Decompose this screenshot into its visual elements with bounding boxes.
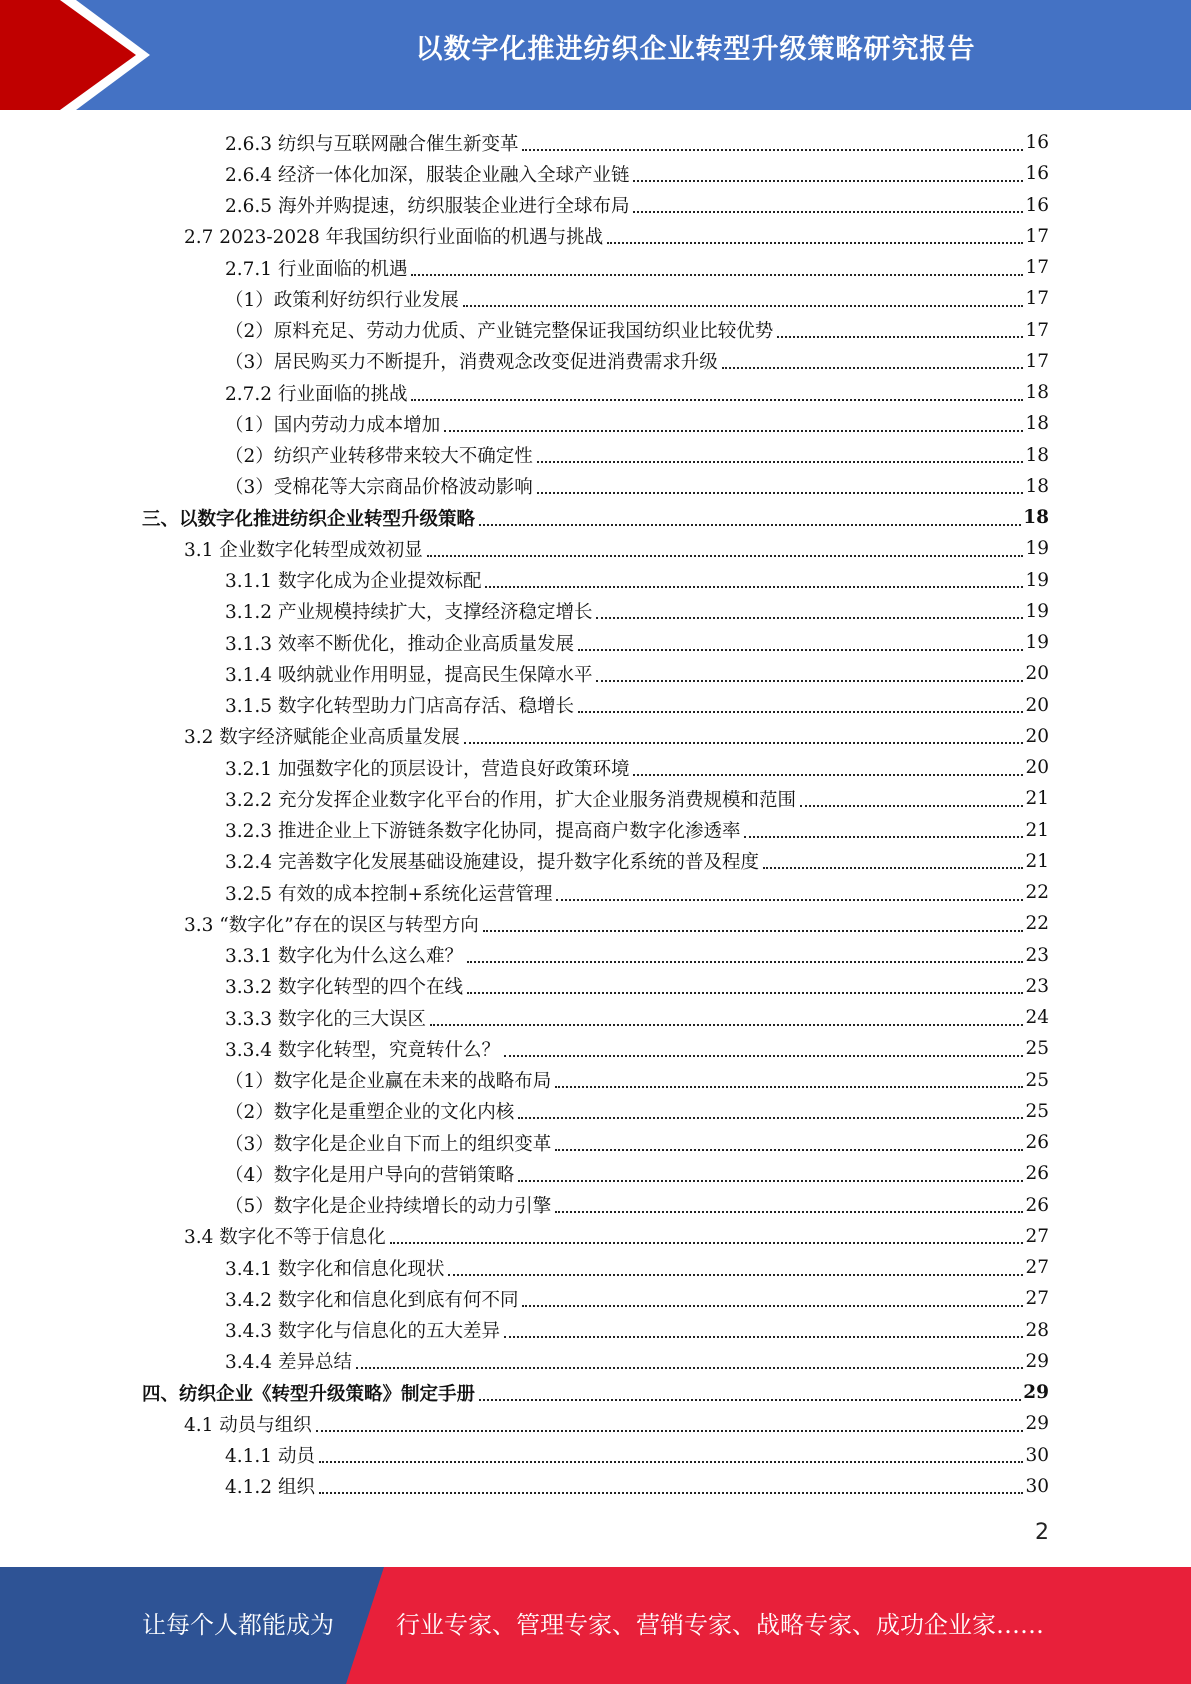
toc-entry-title: 2.7.1 行业面临的机遇 xyxy=(225,258,408,280)
toc-entry-page: 26 xyxy=(1025,1132,1049,1153)
toc-entry-title: 3.2.2 充分发挥企业数字化平台的作用，扩大企业服务消费规模和范围 xyxy=(225,789,796,811)
toc-leader-dots xyxy=(448,1274,1023,1276)
toc-entry-page: 19 xyxy=(1025,600,1049,622)
toc-entry[interactable] xyxy=(225,127,1049,158)
toc-leader-dots xyxy=(411,399,1023,401)
toc-entry-page: 24 xyxy=(1025,1007,1049,1028)
toc-entry-title: （3）受棉花等大宗商品价格波动影响 xyxy=(225,477,533,499)
toc-entry-title: （1）数字化是企业赢在未来的战略布局 xyxy=(225,1071,552,1092)
toc-entry-page: 19 xyxy=(1025,538,1049,560)
toc-entry-page: 22 xyxy=(1025,882,1049,903)
toc-entry[interactable] xyxy=(225,471,1049,502)
toc-leader-dots xyxy=(744,836,1023,838)
toc-entry-title: （1）国内劳动力成本增加 xyxy=(225,414,441,436)
toc-entry-page: 26 xyxy=(1025,1194,1049,1216)
toc-entry-page: 20 xyxy=(1025,663,1049,685)
toc-entry-title: （3）数字化是企业自下而上的组织变革 xyxy=(225,1133,552,1155)
toc-entry-title: （4）数字化是用户导向的营销策略 xyxy=(225,1164,515,1186)
toc-leader-dots xyxy=(607,242,1023,244)
toc-entry-page: 17 xyxy=(1025,257,1049,278)
toc-entry-page: 23 xyxy=(1025,944,1049,966)
toc-entry-title: （2）原料充足、劳动力优质、产业链完整保证我国纺织业比较优势 xyxy=(225,321,774,342)
toc-entry-page: 30 xyxy=(1025,1444,1049,1466)
toc-entry-title: （3）居民购买力不断提升，消费观念改变促进消费需求升级 xyxy=(225,352,718,374)
toc-entry[interactable] xyxy=(225,627,1049,658)
page-number: 2 xyxy=(1035,1520,1049,1545)
toc-entry-title: 3.2.5 有效的成本控制+系统化运营管理 xyxy=(225,883,553,905)
toc-leader-dots xyxy=(411,274,1023,276)
toc-entry-title: 2.7 2023-2028 年我国纺织行业面临的机遇与挑战 xyxy=(184,227,604,249)
toc-entry-title: 2.6.3 纺织与互联网融合催生新变革 xyxy=(225,133,519,155)
toc-entry-page: 16 xyxy=(1025,163,1049,185)
toc-entry-title: 2.6.5 海外并购提速，纺织服装企业进行全球布局 xyxy=(225,196,630,217)
toc-entry-title: （1）政策利好纺织行业发展 xyxy=(225,289,459,311)
toc-entry[interactable] xyxy=(225,971,1049,1002)
toc-entry[interactable] xyxy=(225,1033,1049,1064)
toc-entry[interactable] xyxy=(184,533,1049,564)
toc-entry-title: 3.1.5 数字化转型助力门店高存活、稳增长 xyxy=(225,696,574,717)
toc-leader-dots xyxy=(722,367,1024,369)
toc-leader-dots xyxy=(633,211,1023,213)
toc-entry-page: 18 xyxy=(1025,413,1049,435)
toc-leader-dots xyxy=(555,1149,1023,1151)
toc-entry-title: 3.1.2 产业规模持续扩大，支撑经济稳定增长 xyxy=(225,602,593,624)
toc-entry[interactable] xyxy=(225,252,1049,283)
toc-leader-dots xyxy=(633,180,1023,182)
toc-entry-page: 25 xyxy=(1025,1100,1049,1122)
toc-leader-dots xyxy=(555,1086,1023,1088)
toc-leader-dots xyxy=(800,805,1023,807)
toc-entry-page: 27 xyxy=(1025,1225,1049,1247)
toc-entry[interactable] xyxy=(225,1065,1049,1096)
toc-entry-page: 29 xyxy=(1025,1413,1049,1435)
toc-entry-page: 20 xyxy=(1025,757,1049,778)
toc-leader-dots xyxy=(467,992,1023,994)
toc-entry-title: 3.3.2 数字化转型的四个在线 xyxy=(225,977,463,999)
toc-leader-dots xyxy=(522,149,1023,151)
toc-entry-page: 27 xyxy=(1025,1257,1049,1278)
toc-entry-page: 18 xyxy=(1025,475,1049,497)
toc-entry-page: 21 xyxy=(1025,788,1049,810)
toc-entry[interactable] xyxy=(225,1283,1049,1314)
toc-entry-title: 3.3.4 数字化转型，究竟转什么？ xyxy=(225,1039,500,1061)
toc-leader-dots xyxy=(777,336,1023,338)
toc-entry[interactable] xyxy=(225,815,1049,846)
footer-slogan-right: 行业专家、管理专家、营销专家、战略专家、成功企业家…… xyxy=(396,1611,1044,1639)
toc-entry-title: 3.3.1 数字化为什么这么难？ xyxy=(225,946,463,967)
toc-leader-dots xyxy=(463,305,1024,307)
toc-leader-dots xyxy=(467,961,1023,963)
toc-entry[interactable] xyxy=(225,1346,1049,1377)
toc-entry-title: （2）数字化是重塑企业的文化内核 xyxy=(225,1102,515,1124)
toc-entry-page: 17 xyxy=(1025,350,1049,372)
toc-leader-dots xyxy=(483,930,1024,932)
toc-entry-page: 17 xyxy=(1025,288,1049,310)
toc-entry[interactable] xyxy=(225,1315,1049,1346)
toc-entry-title: 三、以数字化推进纺织企业转型升级策略 xyxy=(142,508,476,530)
toc-entry[interactable] xyxy=(184,221,1049,252)
toc-entry-page: 23 xyxy=(1025,975,1049,997)
toc-entry-page: 25 xyxy=(1025,1038,1049,1060)
toc-leader-dots xyxy=(319,1461,1024,1463)
toc-entry-title: 3.4.2 数字化和信息化到底有何不同 xyxy=(225,1289,519,1311)
toc-leader-dots xyxy=(555,1211,1023,1213)
toc-entry[interactable] xyxy=(225,158,1049,189)
toc-entry-page: 27 xyxy=(1025,1288,1049,1310)
toc-leader-dots xyxy=(518,1180,1023,1182)
toc-leader-dots xyxy=(633,774,1023,776)
toc-entry-page: 16 xyxy=(1025,194,1049,216)
toc-entry[interactable] xyxy=(184,908,1049,939)
toc-entry-title: （5）数字化是企业持续增长的动力引擎 xyxy=(225,1196,552,1217)
toc-leader-dots xyxy=(518,1117,1023,1119)
toc-entry[interactable] xyxy=(225,408,1049,439)
toc-entry-title: 2.7.2 行业面临的挑战 xyxy=(225,383,408,405)
toc-entry-title: 3.2.4 完善数字化发展基础设施建设，提升数字化系统的普及程度 xyxy=(225,852,759,874)
toc-leader-dots xyxy=(578,649,1023,651)
toc-entry-page: 18 xyxy=(1025,382,1049,403)
toc-entry-title: 3.1.3 效率不断优化，推动企业高质量发展 xyxy=(225,633,574,655)
toc-entry-page: 20 xyxy=(1025,694,1049,716)
toc-entry-title: 4.1.2 组织 xyxy=(225,1477,315,1499)
toc-entry-title: 3.3.3 数字化的三大误区 xyxy=(225,1008,426,1030)
toc-entry[interactable] xyxy=(184,721,1049,752)
toc-entry-page: 25 xyxy=(1025,1069,1049,1091)
toc-entry[interactable] xyxy=(225,565,1049,596)
toc-entry[interactable] xyxy=(184,1408,1049,1439)
toc-entry[interactable] xyxy=(225,658,1049,689)
toc-entry-page: 19 xyxy=(1025,569,1049,591)
report-title: 以数字化推进纺织企业转型升级策略研究报告 xyxy=(415,34,976,65)
toc-entry-page: 22 xyxy=(1025,913,1049,935)
toc-leader-dots xyxy=(356,1367,1024,1369)
toc-entry-page: 29 xyxy=(1025,1350,1049,1372)
toc-entry[interactable] xyxy=(225,596,1049,627)
toc-entry[interactable] xyxy=(225,346,1049,377)
toc-entry-title: 3.4.4 差异总结 xyxy=(225,1352,352,1374)
toc-entry[interactable] xyxy=(225,846,1049,877)
page-footer xyxy=(0,1567,1191,1684)
toc-entry[interactable] xyxy=(225,377,1049,408)
toc-entry-title: 3.1.4 吸纳就业作用明显，提高民生保障水平 xyxy=(225,664,593,686)
toc-leader-dots xyxy=(390,1242,1024,1244)
toc-entry[interactable] xyxy=(225,877,1049,908)
toc-entry[interactable] xyxy=(225,1190,1049,1221)
toc-entry[interactable] xyxy=(142,1377,1049,1408)
toc-entry[interactable] xyxy=(184,1221,1049,1252)
toc-entry-title: 3.4.1 数字化和信息化现状 xyxy=(225,1258,445,1280)
toc-entry-title: 3.2.3 推进企业上下游链条数字化协同，提高商户数字化渗透率 xyxy=(225,821,741,842)
toc-entry[interactable] xyxy=(225,1127,1049,1158)
toc-leader-dots xyxy=(537,492,1024,494)
toc-entry-title: 3.4 数字化不等于信息化 xyxy=(184,1227,386,1249)
toc-leader-dots xyxy=(596,680,1023,682)
toc-entry-page: 21 xyxy=(1025,850,1049,872)
toc-entry-page: 20 xyxy=(1025,725,1049,747)
toc-entry[interactable] xyxy=(225,1002,1049,1033)
toc-leader-dots xyxy=(430,1024,1023,1026)
toc-leader-dots xyxy=(537,461,1024,463)
toc-entry-page: 30 xyxy=(1025,1475,1049,1497)
toc-leader-dots xyxy=(427,555,1024,557)
toc-entry-title: 3.1 企业数字化转型成效初显 xyxy=(184,539,423,561)
toc-entry[interactable] xyxy=(225,752,1049,783)
toc-entry[interactable] xyxy=(142,502,1049,533)
toc-entry-title: 3.4.3 数字化与信息化的五大差异 xyxy=(225,1321,500,1342)
toc-entry-page: 21 xyxy=(1025,819,1049,841)
toc-entry[interactable] xyxy=(225,1252,1049,1283)
toc-entry-page: 17 xyxy=(1025,319,1049,341)
toc-leader-dots xyxy=(556,899,1023,901)
toc-entry-title: 3.3 “数字化”存在的误区与转型方向 xyxy=(184,914,479,936)
toc-entry-title: 4.1.1 动员 xyxy=(225,1446,315,1467)
toc-entry[interactable] xyxy=(225,690,1049,721)
toc-leader-dots xyxy=(578,711,1023,713)
toc-leader-dots xyxy=(504,1336,1023,1338)
toc-leader-dots xyxy=(479,1399,1021,1401)
toc-entry-title: 2.6.4 经济一体化加深，服装企业融入全球产业链 xyxy=(225,164,630,186)
toc-entry[interactable] xyxy=(225,283,1049,314)
toc-leader-dots xyxy=(596,617,1023,619)
toc-leader-dots xyxy=(763,867,1023,869)
toc-entry-title: （2）纺织产业转移带来较大不确定性 xyxy=(225,446,533,467)
toc-entry-title: 四、纺织企业《转型升级策略》制定手册 xyxy=(142,1383,476,1405)
toc-entry[interactable] xyxy=(225,1096,1049,1127)
footer-slogan-left: 让每个人都能成为 xyxy=(142,1611,334,1639)
toc-entry-page: 28 xyxy=(1025,1319,1049,1341)
toc-entry-page: 29 xyxy=(1023,1382,1049,1403)
toc-entry[interactable] xyxy=(225,315,1049,346)
toc-leader-dots xyxy=(485,586,1023,588)
toc-entry-page: 16 xyxy=(1025,132,1049,153)
toc-entry-page: 26 xyxy=(1025,1163,1049,1185)
toc-entry-title: 3.2 数字经济赋能企业高质量发展 xyxy=(184,727,460,749)
toc-entry[interactable] xyxy=(225,940,1049,971)
toc-entry-page: 19 xyxy=(1025,632,1049,653)
toc-entry-title: 3.2.1 加强数字化的顶层设计，营造良好政策环境 xyxy=(225,758,630,780)
toc-leader-dots xyxy=(522,1305,1023,1307)
toc-entry[interactable] xyxy=(225,1471,1049,1502)
toc-entry-page: 18 xyxy=(1023,507,1049,528)
toc-entry-page: 17 xyxy=(1025,225,1049,247)
toc-entry[interactable] xyxy=(225,1158,1049,1189)
toc-entry[interactable] xyxy=(225,440,1049,471)
toc-entry[interactable] xyxy=(225,190,1049,221)
toc-leader-dots xyxy=(504,1055,1023,1057)
toc-leader-dots xyxy=(319,1492,1024,1494)
toc-entry-title: 3.1.1 数字化成为企业提效标配 xyxy=(225,571,482,592)
toc-entry-page: 18 xyxy=(1025,444,1049,466)
toc-entry-title: 4.1 动员与组织 xyxy=(184,1414,312,1436)
toc-entry[interactable] xyxy=(225,783,1049,814)
toc-leader-dots xyxy=(464,742,1024,744)
toc-leader-dots xyxy=(316,1430,1024,1432)
toc-leader-dots xyxy=(444,430,1023,432)
toc-leader-dots xyxy=(479,524,1021,526)
toc-entry[interactable] xyxy=(225,1440,1049,1471)
page-header xyxy=(0,0,1191,110)
